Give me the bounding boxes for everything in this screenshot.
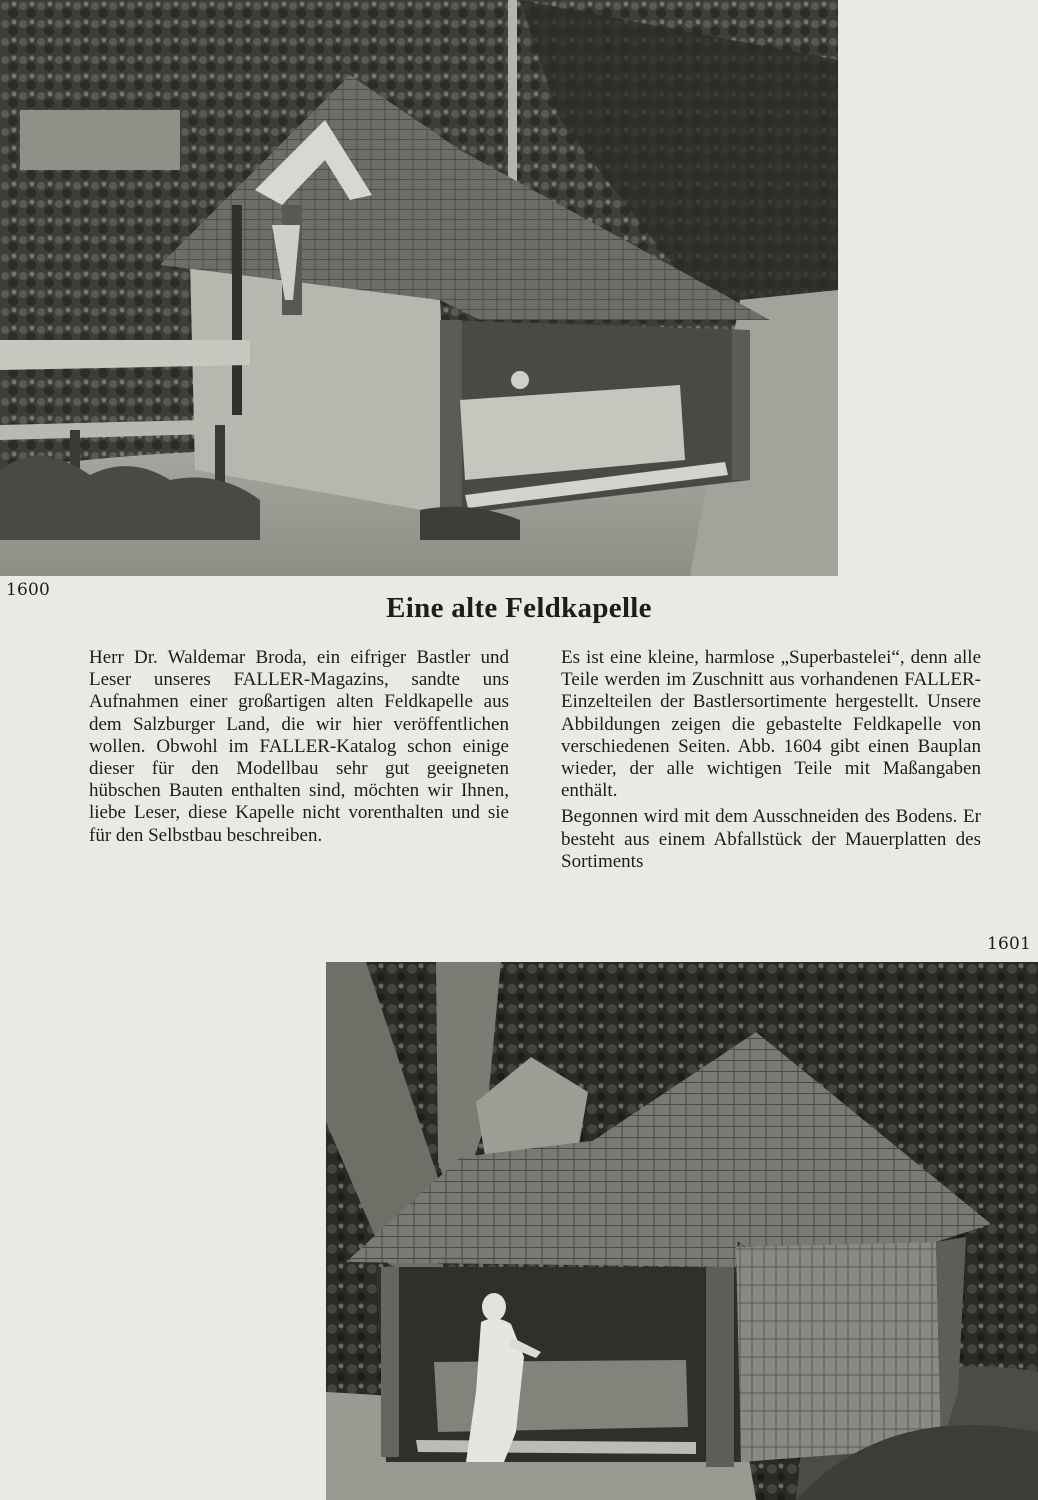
figure-number-1601: 1601 (987, 934, 1032, 954)
photo-chapel-side (326, 962, 1038, 1500)
article-title: Eine alte Feldkapelle (386, 592, 652, 624)
article-column-right (561, 647, 981, 873)
article-column-left (89, 647, 509, 847)
woman-figure (482, 1293, 506, 1321)
chapel-front-illustration (0, 0, 838, 576)
figure-number-1600: 1600 (6, 580, 51, 600)
bench-back (0, 340, 250, 370)
chapel-shingled-wall (736, 1242, 941, 1462)
chapel-side-illustration (326, 962, 1038, 1500)
paragraph: Es ist eine kleine, harmlose „Superbastelei“, denn alle Teile werden im Zuschnitt aus vorhandenen FALLER-Einzelteilen der Bastlersortimente hergestellt. Unsere Abbildungen zeigen die gebastelte Feldkapelle von verschiedenen Seiten. Abb. 1604 gibt einen Bauplan wieder, der alle wichtigen Teile mit Maßangaben enthält. (561, 647, 981, 802)
paragraph: Begonnen wird mit dem Ausschneiden des Bodens. Er besteht aus einem Abfallstück der Mauerplatten des Sortiments (561, 806, 981, 872)
photo-chapel-front (0, 0, 838, 576)
paragraph: Herr Dr. Waldemar Broda, ein eifriger Bastler und Leser unseres FALLER-Magazins, sandte uns Aufnahmen einer großartigen alten Feldkapelle aus dem Salzburger Land, die wir hier veröffentlichen wollen. Obwohl im FALLER-Katalog schon einige dieser für den Modellbau sehr gut geeigneten hübschen Bauten enthalten sind, möchten wir Ihnen, liebe Leser, diese Kapelle nicht vorenthalten und sie für den Selbstbau beschreiben. (89, 647, 509, 846)
